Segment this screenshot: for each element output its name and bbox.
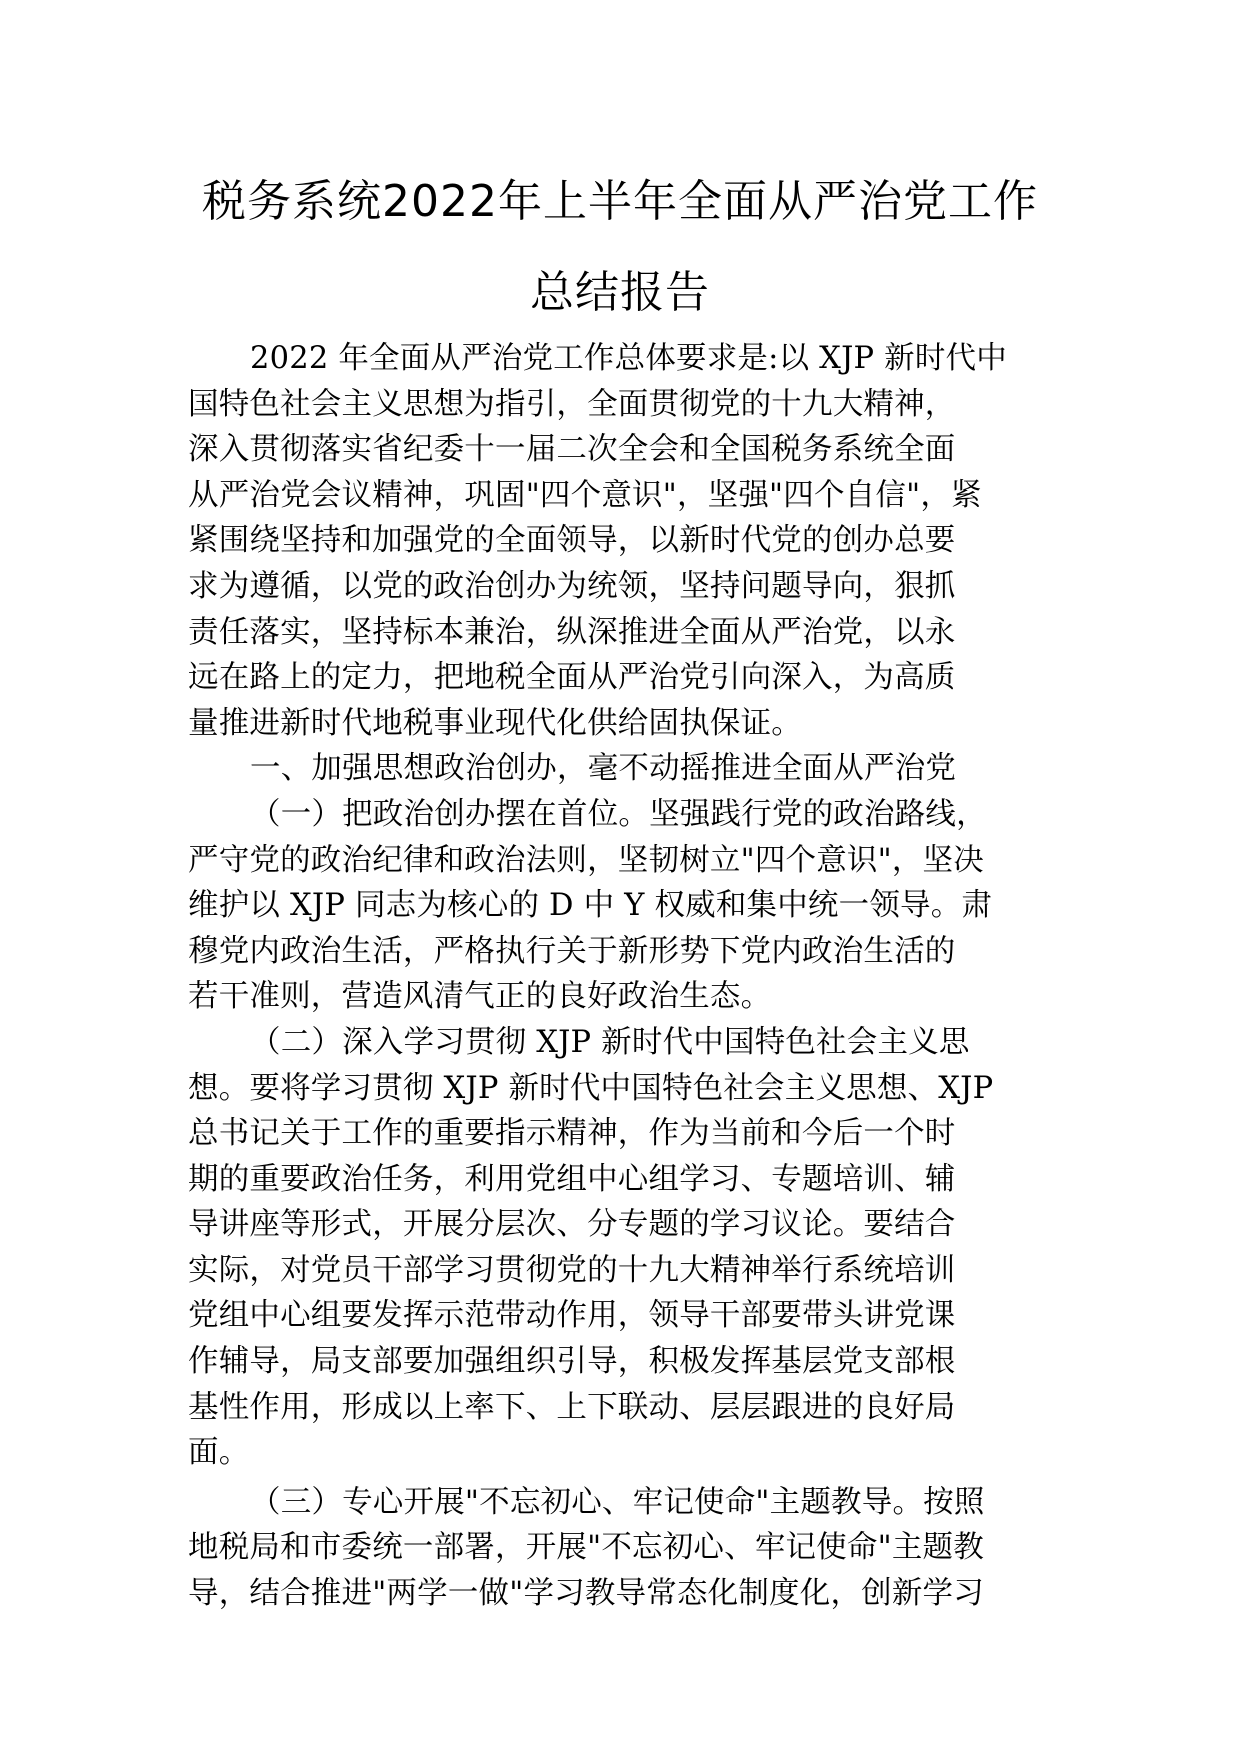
paragraph-line: 紧围绕坚持和加强党的全面领导，以新时代党的创办总要 bbox=[188, 523, 956, 559]
paragraph-line: 责任落实，坚持标本兼治，纵深推进全面从严治党，以永 bbox=[188, 614, 956, 650]
paragraph-line: 从严治党会议精神，巩固"四个意识"，坚强"四个自信"，紧 bbox=[188, 477, 982, 513]
document-title-line-2: 总结报告 bbox=[530, 267, 710, 318]
paragraph-line: 实际，对党员干部学习贯彻党的十九大精神举行系统培训 bbox=[188, 1252, 956, 1288]
paragraph-line: 维护以 XJP 同志为核心的 D 中 Y 权威和集中统一领导。肃 bbox=[188, 888, 993, 924]
paragraph-line: 期的重要政治任务，利用党组中心组学习、专题培训、辅 bbox=[188, 1161, 956, 1197]
paragraph-line: 量推进新时代地税事业现代化供给固执保证。 bbox=[188, 705, 802, 741]
paragraph-line: 面。 bbox=[188, 1435, 250, 1471]
paragraph-line: （三）专心开展"不忘初心、牢记使命"主题教导。按照 bbox=[250, 1484, 985, 1520]
paragraph-line: 若干准则，营造风清气正的良好政治生态。 bbox=[188, 979, 772, 1015]
paragraph-line: 导讲座等形式，开展分层次、分专题的学习议论。要结合 bbox=[188, 1207, 956, 1243]
paragraph-line: 党组中心组要发挥示范带动作用，领导干部要带头讲党课 bbox=[188, 1298, 956, 1334]
paragraph-line: 国特色社会主义思想为指引，全面贯彻党的十九大精神， bbox=[188, 386, 956, 422]
document-body bbox=[188, 336, 1068, 1617]
section-heading: 一、加强思想政治创办，毫不动摇推进全面从严治党 bbox=[250, 751, 957, 787]
paragraph-line: 穆党内政治生活，严格执行关于新形势下党内政治生活的 bbox=[188, 933, 956, 969]
paragraph-line: 想。要将学习贯彻 XJP 新时代中国特色社会主义思想、XJP bbox=[188, 1070, 994, 1106]
paragraph-line: （二）深入学习贯彻 XJP 新时代中国特色社会主义思 bbox=[250, 1024, 970, 1060]
paragraph-line: 作辅导，局支部要加强组织引导，积极发挥基层党支部根 bbox=[188, 1344, 956, 1380]
document-title-line-1: 税务系统2022年上半年全面从严治党工作 bbox=[202, 176, 1038, 227]
paragraph-line: （一）把政治创办摆在首位。坚强践行党的政治路线， bbox=[250, 796, 987, 832]
paragraph-line: 2022 年全面从严治党工作总体要求是:以 XJP 新时代中 bbox=[250, 341, 1007, 376]
paragraph-line: 严守党的政治纪律和政治法则，坚韧树立"四个意识"，坚决 bbox=[188, 842, 984, 878]
paragraph-line: 地税局和市委统一部署，开展"不忘初心、牢记使命"主题教 bbox=[188, 1530, 984, 1566]
paragraph-line: 远在路上的定力，把地税全面从严治党引向深入，为高质 bbox=[188, 660, 956, 696]
paragraph-line: 基性作用，形成以上率下、上下联动、层层跟进的良好局 bbox=[188, 1389, 956, 1425]
paragraph-line: 总书记关于工作的重要指示精神，作为当前和今后一个时 bbox=[188, 1116, 956, 1152]
paragraph-line: 深入贯彻落实省纪委十一届二次全会和全国税务系统全面 bbox=[188, 432, 956, 468]
paragraph-line: 求为遵循，以党的政治创办为统领，坚持问题导向，狠抓 bbox=[188, 568, 956, 604]
paragraph-line: 导，结合推进"两学一做"学习教导常态化制度化，创新学习 bbox=[188, 1576, 984, 1612]
